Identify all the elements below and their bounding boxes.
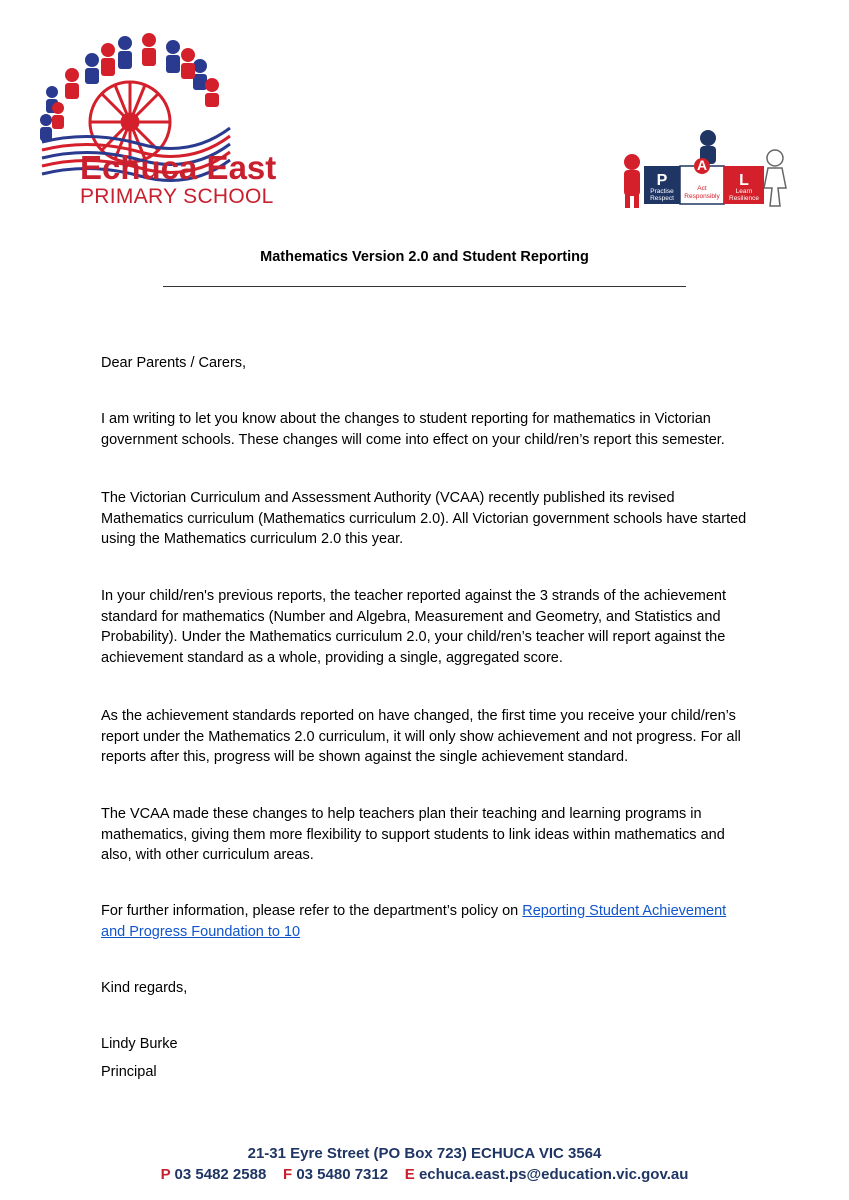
- svg-text:Practise: Practise: [650, 188, 674, 195]
- further-info: [101, 901, 751, 942]
- pal-letter-a: A: [696, 157, 708, 173]
- paragraph-5: The VCAA made these changes to help teachers plan their teaching and learning programs in mathematics, giving them more flexibility to support students to link ideas within mathematics and also, with other curriculum areas.: [101, 806, 725, 863]
- closing: Kind regards,: [101, 980, 188, 996]
- footer-contacts: [0, 1166, 849, 1183]
- salutation: Dear Parents / Carers,: [101, 355, 247, 371]
- policy-link[interactable]: Reporting Student Achievement and Progress Foundation to 10: [101, 903, 727, 940]
- footer-address: [0, 1145, 849, 1162]
- signature-name: Lindy Burke: [101, 1036, 178, 1052]
- paragraph-4: As the achievement standards reported on have changed, the first time you receive your child/ren’s report under the Mathematics 2.0 curriculum, it will only show achievement and not progress. For all reports after this, progress will be shown against the single achievement standard.: [101, 708, 741, 765]
- pal-values-logo: [620, 128, 790, 218]
- school-name: [80, 150, 276, 208]
- red-figure-icon: [624, 154, 640, 208]
- svg-text:Respect: Respect: [650, 195, 674, 202]
- further-info-text: For further information, please refer to the department’s policy on: [101, 903, 523, 919]
- letter-title: Mathematics Version 2.0 and Student Reporting: [260, 249, 589, 265]
- paragraph-2: The Victorian Curriculum and Assessment Authority (VCAA) recently published its revised Mathematics curriculum (Mathematics curriculum 2.0). All Victorian government schools have started using the Mathematics curriculum 2.0 this year.: [101, 490, 747, 547]
- svg-text:Resilience: Resilience: [729, 195, 759, 202]
- paragraph-3: In your child/ren's previous reports, the teacher reported against the 3 strands of the achievement standard for mathematics (Number and Algebra, Measurement and Geometry, and Statistics and Probability). Under the Mathematics curriculum 2.0, your child/ren’s teacher will report against the achievement standard as a whole, providing a single, aggregated score.: [101, 588, 727, 666]
- pal-letter-p: P: [656, 172, 668, 189]
- svg-text:Learn: Learn: [735, 188, 753, 195]
- fax-label: F: [282, 1166, 293, 1183]
- title-underline: [163, 286, 686, 287]
- email-label: E: [404, 1166, 415, 1183]
- phone-label: P: [160, 1166, 171, 1183]
- fax-number: 03 5480 7312: [296, 1166, 389, 1183]
- signature-role: Principal: [101, 1064, 157, 1080]
- svg-text:Responsibly: Responsibly: [684, 193, 720, 200]
- email-address: echuca.east.ps@education.vic.gov.au: [418, 1166, 689, 1183]
- svg-text:Act: Act: [697, 185, 707, 192]
- footer-address-text: 21-31 Eyre Street (PO Box 723) ECHUCA VIC 3564: [247, 1145, 602, 1162]
- phone-number: 03 5482 2588: [174, 1166, 267, 1183]
- school-name-line2: PRIMARY SCHOOL: [80, 185, 274, 208]
- school-name-line1: Echuca East: [80, 149, 277, 186]
- outline-figure-icon: [764, 150, 786, 206]
- paragraph-1: I am writing to let you know about the changes to student reporting for mathematics in Victorian government schools. These changes will come into effect on your child/ren’s report this semester.: [101, 411, 725, 448]
- pal-letter-l: L: [739, 172, 749, 189]
